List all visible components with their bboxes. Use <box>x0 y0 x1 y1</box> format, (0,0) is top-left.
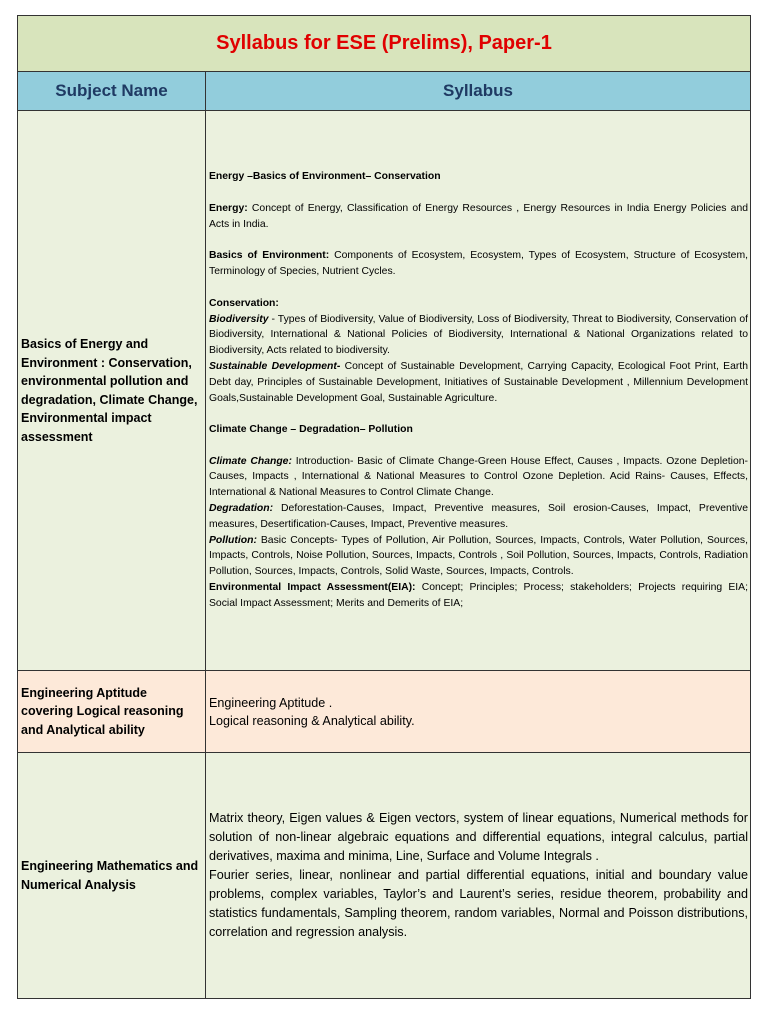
title-row <box>18 16 751 72</box>
subject-cell: Engineering Aptitude covering Logical reasoning and Analytical ability <box>18 671 206 753</box>
topic-label: Energy: <box>209 202 248 214</box>
topic-label: Biodiversity <box>209 313 269 325</box>
topic-text: Concept of Energy, Classification of Energy Resources , Energy Resources in India Energy Policies and Acts in India. <box>209 202 748 230</box>
topic-label: Basics of Environment: <box>209 250 330 262</box>
header-subject-cell <box>18 72 206 111</box>
syllabus-paragraph: Fourier series, linear, nonlinear and partial differential equations, initial and boundary value problems, complex variables, Taylor’s and Laurent’s series, residue theorem, probability and statistics fundamentals, Sampling theorem, random variables, Normal and Poisson distributions, correlation and regression analysis. <box>209 868 748 939</box>
section-heading: Energy –Basics of Environment– Conservation <box>209 171 441 183</box>
topic-text: Concept; Principles; Process; stakeholders; Projects requiring EIA; Social Impact Assessment; Merits and Demerits of EIA; <box>209 582 748 609</box>
topic-text: Basic Concepts- Types of Pollution, Air Pollution, Sources, Impacts, Controls, Water Pollution, Sources, Impacts, Controls, Noise Pollution, Sources, Impacts, Controls , Soil Pollution, Sources, Impacts, Controls, Radiation Pollution, Sources, Impacts, Controls, Solid Waste, Sources, Impacts, Controls. <box>209 534 748 578</box>
topic-text: - Types of Biodiversity, Value of Biodiversity, Loss of Biodiversity, Threat to Biodiversity, Conservation of Biodiversity, International & National Policies of Biodiversity, International & National Organizations related to Biodiversity, Acts related to biodiversity. <box>209 313 748 357</box>
topic-text: Introduction- Basic of Climate Change-Green House Effect, Causes , Impacts. Ozone Depletion-Causes, Impacts , International & National Measures to Control Ozone Depletion. Acid Rains- Causes, Effects, International & National Measures to Control Climate Change. <box>209 455 748 499</box>
topic-label: Degradation: <box>209 503 274 515</box>
syllabus-table <box>17 15 751 999</box>
topic-label: Climate Change: <box>209 455 292 467</box>
subject-cell: Basics of Energy and Environment : Conservation, environmental pollution and degradation, Climate Change, Environmental impact assessment <box>18 111 206 671</box>
syllabus-line: Logical reasoning & Analytical ability. <box>209 713 415 728</box>
syllabus-cell <box>206 753 751 999</box>
topic-label: Pollution: <box>209 534 257 546</box>
header-subject-name: Subject Name <box>55 81 168 100</box>
syllabus-document <box>17 15 750 999</box>
syllabus-cell <box>206 671 751 753</box>
topic-label: Environmental Impact Assessment(EIA): <box>209 582 416 594</box>
syllabus-cell <box>206 111 751 671</box>
topic-text: Components of Ecosystem, Ecosystem, Types of Ecosystem, Structure of Ecosystem, Terminology of Species, Nutrient Cycles. <box>209 250 748 278</box>
syllabus-paragraph: Matrix theory, Eigen values & Eigen vectors, system of linear equations, Numerical methods for solution of non-linear algebraic equations and differential equations, integral calculus, partial derivatives, maxima and minima, Line, Surface and Volume Integrals . <box>209 811 748 863</box>
topic-text: Concept of Sustainable Development, Carrying Capacity, Ecological Foot Print, Earth Debt day, Principles of Sustainable Development, Initiatives of Sustainable Development , Millennium Development Goals,Sustainable Development Goal, Sustainable Agriculture. <box>209 360 748 404</box>
table-row <box>18 671 751 753</box>
syllabus-line: Engineering Aptitude . <box>209 695 333 710</box>
document-title: Syllabus for ESE (Prelims), Paper-1 <box>216 32 552 54</box>
header-syllabus-cell <box>206 72 751 111</box>
topic-label: Sustainable Development- <box>209 360 341 372</box>
topic-label: Conservation: <box>209 297 279 309</box>
table-row <box>18 753 751 999</box>
header-row <box>18 72 751 111</box>
topic-text: Deforestation-Causes, Impact, Preventive measures, Soil erosion-Causes, Impact, Preventive measures, Desertification-Causes, Impact, Preventive measures. <box>209 503 748 530</box>
table-row <box>18 111 751 671</box>
title-cell <box>18 16 751 72</box>
section-heading: Climate Change – Degradation– Pollution <box>209 424 413 436</box>
subject-cell: Engineering Mathematics and Numerical Analysis <box>18 753 206 999</box>
header-syllabus: Syllabus <box>443 81 513 100</box>
